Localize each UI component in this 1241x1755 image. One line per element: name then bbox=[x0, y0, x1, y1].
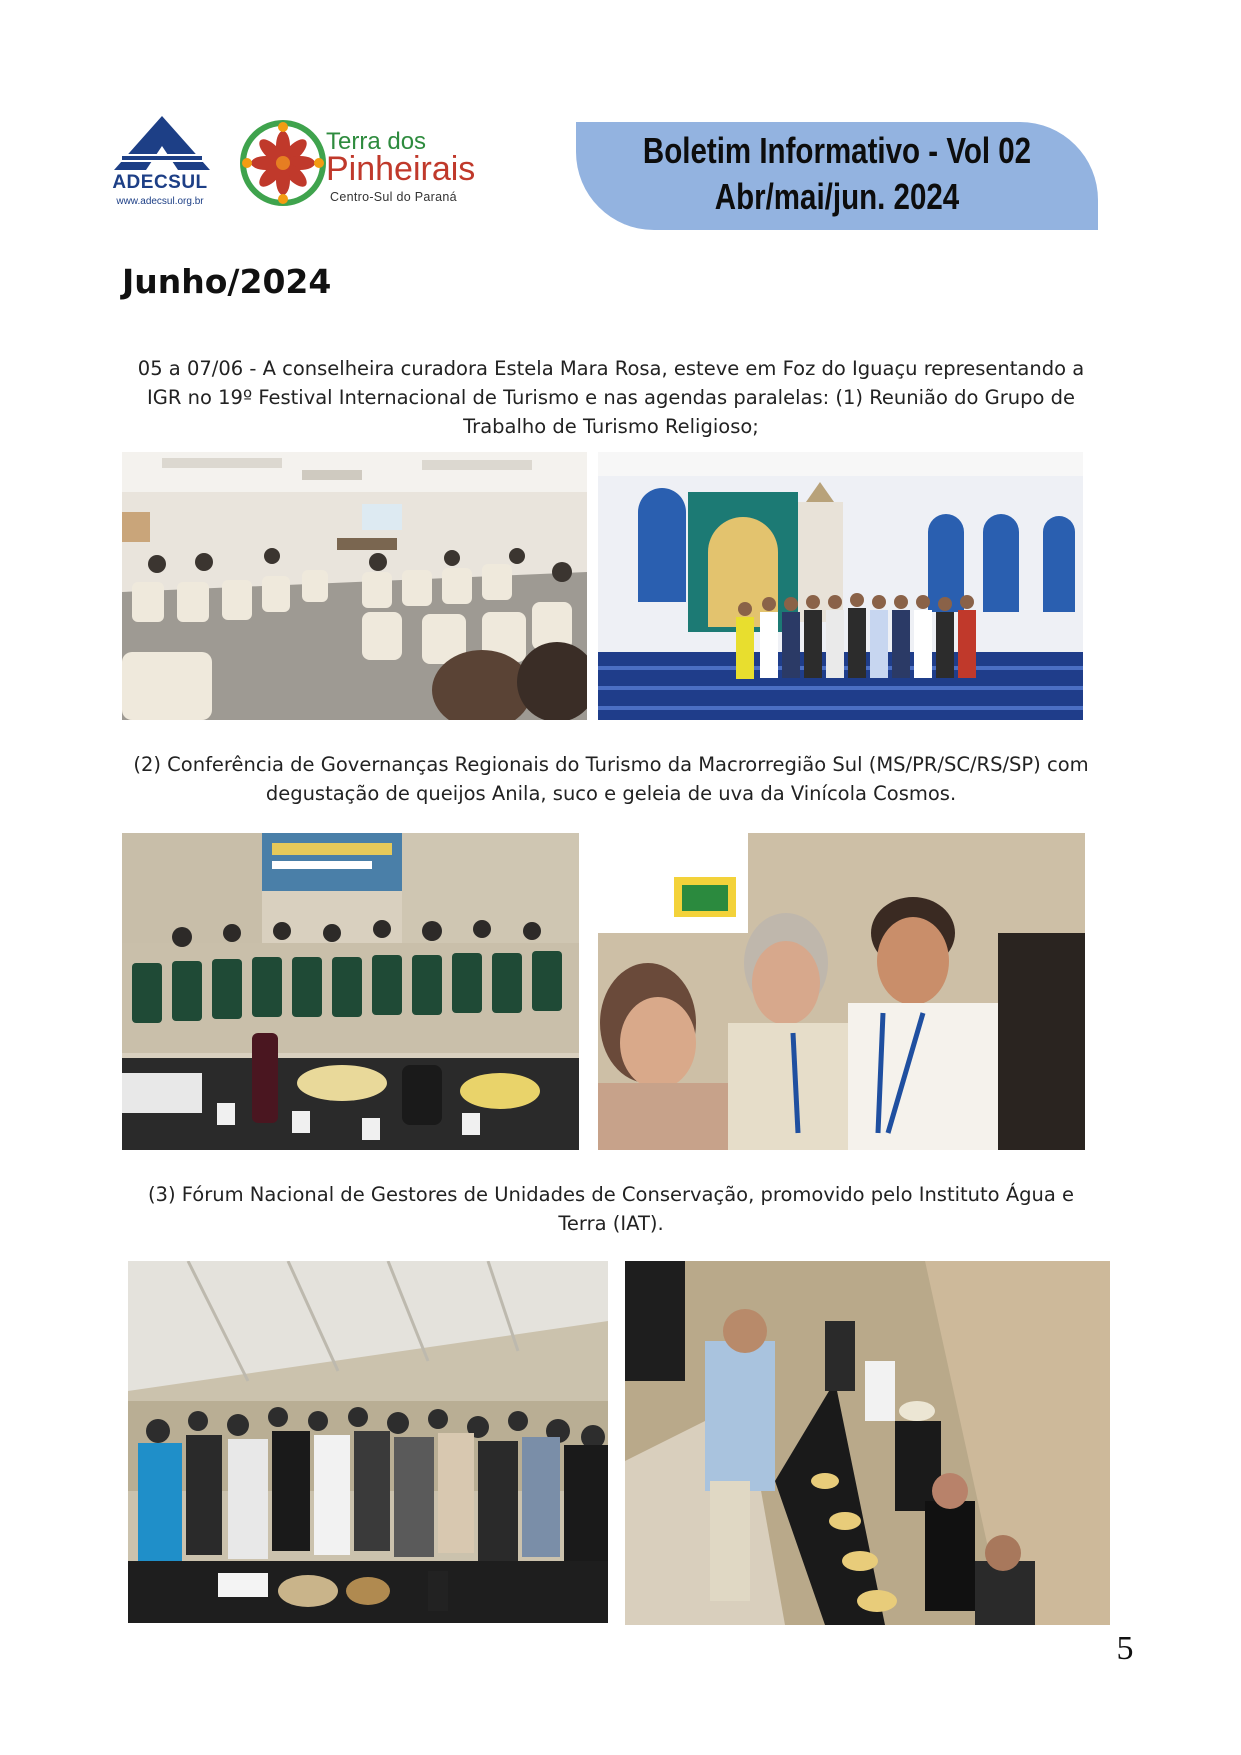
adecsul-a-icon bbox=[114, 116, 210, 170]
bulletin-period: Abr/mai/jun. 2024 bbox=[714, 176, 960, 217]
paragraph-1: 05 a 07/06 - A conselheira curadora Estela Mara Rosa, esteve em Foz do Iguaçu representando a IGR no 19º Festival Internacional de Turismo e nas agendas paralelas: (1) Reunião do Grupo de Trabalho de Turismo Religioso; bbox=[137, 357, 1085, 438]
flower-icon bbox=[238, 118, 328, 208]
photo-meeting-room bbox=[122, 452, 587, 720]
month-title: Junho/2024 bbox=[122, 262, 332, 301]
photo-conference-tasting bbox=[122, 833, 579, 1150]
photo-forum-buffet bbox=[625, 1261, 1110, 1625]
paragraph-3: (3) Fórum Nacional de Gestores de Unidades de Conservação, promovido pelo Instituto Água e Terra (IAT). bbox=[147, 1183, 1075, 1235]
bulletin-banner bbox=[576, 122, 1098, 230]
terra-dos-pinheirais-logo bbox=[238, 118, 518, 212]
photo-forum-crowd bbox=[128, 1261, 608, 1623]
photo-conference-selfie bbox=[598, 833, 1085, 1150]
paragraph-2: (2) Conferência de Governanças Regionais do Turismo da Macrorregião Sul (MS/PR/SC/RS/SP) com degustação de queijos Anila, suco e geleia de uva da Vinícola Cosmos. bbox=[133, 753, 1089, 805]
adecsul-name: ADECSUL bbox=[112, 172, 208, 193]
terra-line1: Terra dos bbox=[326, 128, 427, 155]
terra-line3: Centro-Sul do Paraná bbox=[330, 190, 457, 204]
adecsul-url: www.adecsul.org.br bbox=[116, 196, 204, 207]
photo-mosque-group bbox=[598, 452, 1083, 720]
adecsul-logo bbox=[108, 112, 218, 212]
bulletin-title: Boletim Informativo - Vol 02 bbox=[642, 130, 1032, 171]
terra-line2: Pinheirais bbox=[326, 150, 476, 188]
page-number: 5 bbox=[1116, 1630, 1134, 1667]
